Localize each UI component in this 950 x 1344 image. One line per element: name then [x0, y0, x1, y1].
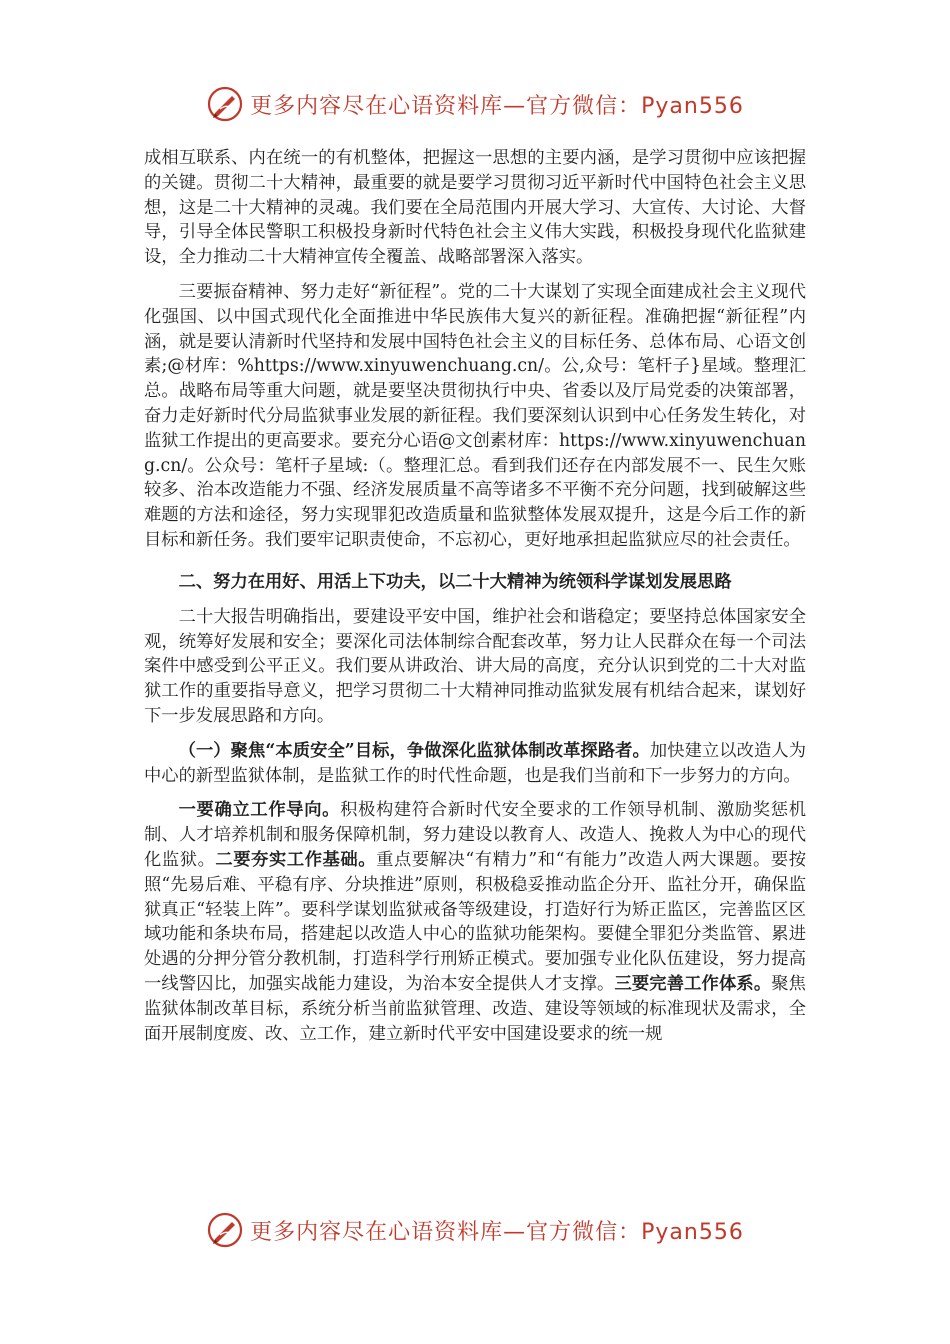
paragraph-text: 重点要解决“有精力”和“有能力”改造人两大课题。要按照“先易后难、平稳有序、分块推进”原则，积极稳妥推动监企分开、监社分开，确保监狱真正“轻装上阵”。要科学谋划监狱戒备等级建设，打造好行为矫正监区，完善监区区域功能和条块布局，搭建起以改造人中心的监狱功能架构。要健全罪犯分类监管、累进处遇的分押分管分教机制，打造科学行刑矫正模式。要加强专业化队伍建设，努力提高一线警囚比，加强实战能力建设，为治本安全提供人才支撑。 [144, 850, 806, 994]
paragraph-text: 加快建立以改造人为中心的新型监狱体制，是监狱工作的时代性命题，也是我们当前和下一步努力的方向。 [144, 740, 806, 786]
paragraph-text: 聚焦监狱体制改革目标，系统分析当前监狱管理、改造、建设等领域的标准现状及需求，全面开展制度废、改、立工作，建立新时代平安中国建设要求的统一规 [144, 974, 806, 1044]
point-title: 一要确立工作导向。 [178, 800, 341, 821]
banner-text: 更多内容尽在心语资料库—官方微信：Pyan556 [250, 1219, 744, 1245]
pen-logo-icon [206, 1211, 244, 1249]
header-banner [0, 82, 950, 126]
point-title: 二要夯实工作基础。 [215, 850, 377, 871]
paragraph: 成相互联系、内在统一的有机整体，把握这一思想的主要内涵，是学习贯彻中应该把握的关键。贯彻二十大精神，最重要的就是要学习贯彻习近平新时代中国特色社会主义思想，这是二十大精神的灵魂。我们要在全局范围内开展大学习、大宣传、大讨论、大督导，引导全体民警职工积极投身新时代特色社会主义伟大实践，积极投身现代化监狱建设，全力推动二十大精神宣传全覆盖、战略部署深入落实。 [144, 148, 806, 268]
paragraph: 二十大报告明确指出，要建设平安中国，维护社会和谐稳定；要坚持总体国家安全观，统筹好发展和安全；要深化司法体制综合配套改革，努力让人民群众在每一个司法案件中感受到公平正义。我们要从讲政治、讲大局的高度，充分认识到党的二十大对监狱工作的重要指导意义，把学习贯彻二十大精神同推动监狱发展有机结合起来，谋划好下一步发展思路和方向。 [144, 606, 806, 727]
paragraph [144, 798, 806, 1046]
pen-logo-icon [206, 85, 244, 123]
paragraph [144, 739, 806, 789]
section-heading: 二、努力在用好、用活上下功夫，以二十大精神为统领科学谋划发展思路 [178, 572, 732, 593]
point-title: 三要完善工作体系。 [614, 974, 772, 994]
subheading: （一）聚焦“本质安全”目标，争做深化监狱体制改革探路者。 [178, 740, 650, 761]
paragraph: 三要振奋精神、努力走好“新征程”。党的二十大谋划了实现全面建成社会主义现代化强国、以中国式现代化全面推进中华民族伟大复兴的新征程。准确把握“新征程”内涵，就是要认清新时代坚持和发展中国特色社会主义的目标任务、总体布局、心语文创素;@材库：%https://www.xinyuwenchuang.cn/。公,众号：笔杆子}星域。整理汇总。战略布局等重大问题，就是要坚决贯彻执行中央、省委以及厅局党委的决策部署，奋力走好新时代分局监狱事业发展的新征程。我们要深刻认识到中心任务发生转化，对监狱工作提出的更高要求。要充分心语@文创素材库：https://www.xinyuwenchuang.cn/。公众号：笔杆子星域:（。整理汇总。看到我们还存在内部发展不一、民生欠账较多、治本改造能力不强、经济发展质量不高等诸多不平衡不充分问题，找到破解这些难题的方法和途径，努力实现罪犯改造质量和监狱整体发展双提升，这是今后工作的新目标和新任务。我们要牢记职责使命，不忘初心，更好地承担起监狱应尽的社会责任。 [144, 281, 806, 550]
banner-text: 更多内容尽在心语资料库—官方微信：Pyan556 [250, 93, 744, 119]
paragraph-text: 积极构建符合新时代安全要求的工作领导机制、激励奖惩机制、人才培养机制和服务保障机制，努力建设以教育人、改造人、挽救人为中心的现代化监狱。 [144, 800, 806, 871]
document-body [144, 146, 806, 1056]
footer-banner [0, 1208, 950, 1252]
